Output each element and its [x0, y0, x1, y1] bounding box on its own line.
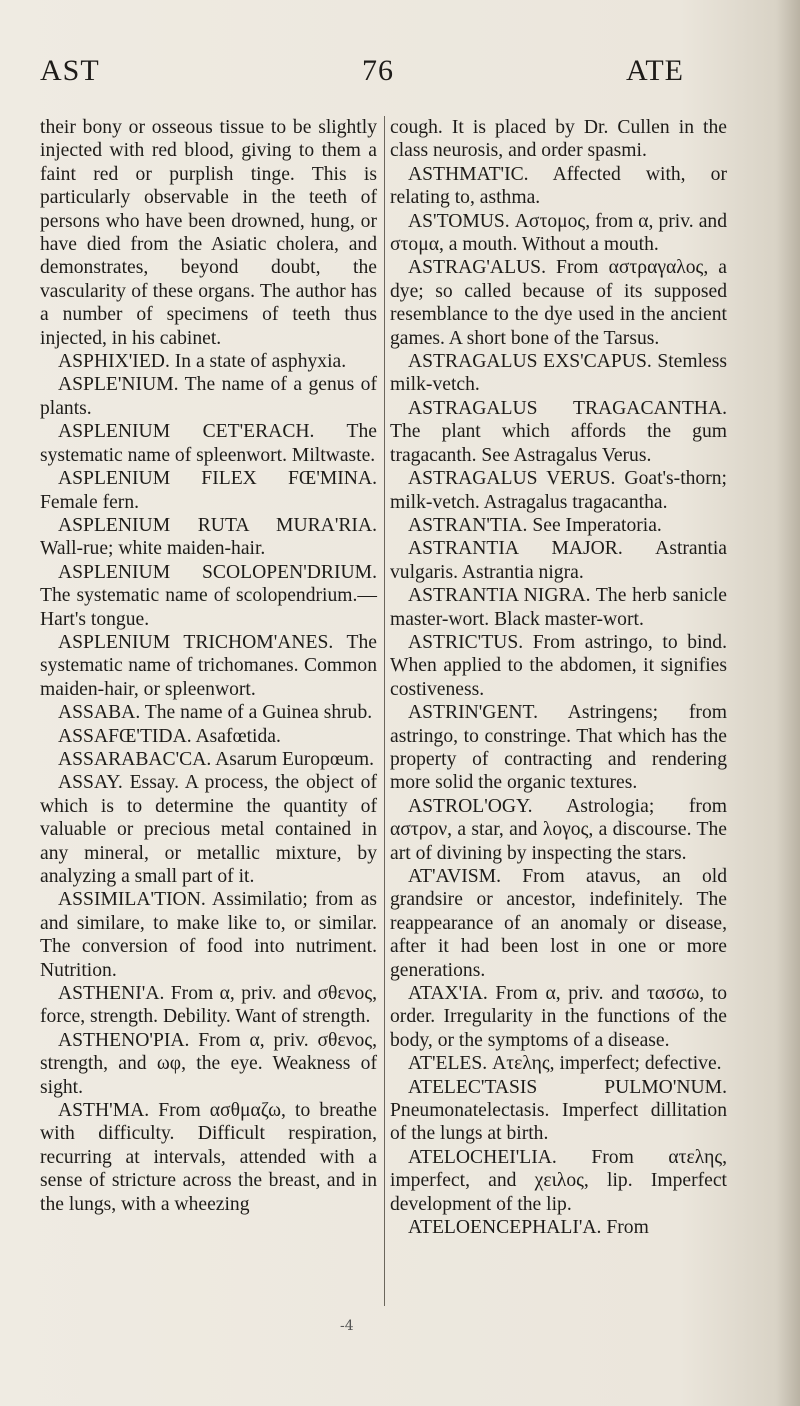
entry-paragraph: AT'AVISM. From atavus, an old grandsire or ancestor, indefinitely. The reappearance of an anomaly or disease, after it had been lost in one or more generations. [390, 866, 727, 981]
entry-paragraph: ATELOENCEPHALI'A. From [408, 1217, 649, 1239]
entry-paragraph: ASTRIN'GENT. Astringens; from astringo, to constringe. That which has the property of contracting and rendering more solid the organic textures. [390, 702, 727, 794]
entry-paragraph: ASTH'MA. From ασθμαζω, to breathe with difficulty. Difficult respiration, recurring at intervals, attended with a sense of stricture across the breast, and in the lungs, with a wheezing [40, 1100, 377, 1215]
entry-paragraph: ASPLENIUM RUTA MURA'RIA. Wall-rue; white maiden-hair. [40, 514, 377, 560]
entry-paragraph: ASPLE'NIUM. The name of a genus of plants. [40, 374, 377, 419]
entry-paragraph: ASSARABAC'CA. Asarum Europœum. [58, 748, 374, 770]
right-column [390, 116, 727, 1240]
header-left-guideword: AST [40, 54, 100, 87]
entry-paragraph: ASSIMILA'TION. Assimilatio; from as and similare, to make like to, or similar. The conversion of food into nutriment. Nutrition. [40, 889, 377, 981]
entry-paragraph: ASTRANTIA MAJOR. Astrantia vulgaris. Astrantia nigra. [390, 538, 727, 583]
entry-paragraph: ASTRAGALUS EXS'CAPUS. Stemless milk-vetch. [390, 351, 727, 396]
entry-paragraph: AS'TOMUS. Αστομος, from α, priv. and στομα, a mouth. Without a mouth. [390, 210, 727, 256]
entry-paragraph: ASSAY. Essay. A process, the object of which is to determine the quantity of valuable or precious metal contained in any mineral, or metallic mixture, by analyzing a small part of it. [40, 772, 377, 887]
entry-paragraph: ASTRAN'TIA. See Imperatoria. [408, 514, 662, 536]
entry-paragraph: ASPLENIUM TRICHOM'ANES. The systematic name of trichomanes. Common maiden-hair, or spleenwort. [40, 631, 377, 700]
entry-paragraph: ASSAFŒ'TIDA. Asafœtida. [58, 725, 281, 747]
entry-paragraph: ASTRAGALUS VERUS. Goat's-thorn; milk-vetch. Astragalus tragacantha. [390, 468, 727, 513]
entry-paragraph: ASTRIC'TUS. From astringo, to bind. When applied to the abdomen, it signifies costiveness. [390, 631, 727, 700]
entry-paragraph: ATELEC'TASIS PULMO'NUM. Pneumonatelectasis. Imperfect dillitation of the lungs at birth. [390, 1076, 727, 1145]
entry-paragraph: ASTROL'OGY. Astrologia; from αστρον, a star, and λογος, a discourse. The art of divining by inspecting the stars. [390, 795, 727, 864]
entry-paragraph: cough. It is placed by Dr. Cullen in the class neurosis, and order spasmi. [390, 117, 727, 162]
entry-paragraph: ATELOCHEI'LIA. From ατελης, imperfect, and χειλος, lip. Imperfect development of the lip. [390, 1146, 727, 1215]
entry-paragraph: ATAX'IA. From α, priv. and τασσω, to order. Irregularity in the functions of the body, or the symptoms of a disease. [390, 983, 727, 1051]
header-right-guideword: ATE [626, 54, 684, 87]
entry-paragraph: their bony or osseous tissue to be slightly injected with red blood, giving to them a faint red or purplish tinge. This is particularly observable in the teeth of persons who have been drowned, hung, or have died from the Asiatic cholera, and demonstrates, beyond doubt, the vascularity of these organs. The author has a number of specimens of teeth thus injected, in his cabinet. [40, 117, 377, 349]
entry-paragraph: ASPLENIUM FILEX FŒ'MINA. Female fern. [40, 468, 377, 513]
entry-paragraph: ASTHENO'PIA. From α, priv. σθενος, strength, and ωφ, the eye. Weakness of sight. [40, 1029, 377, 1098]
entry-paragraph: AT'ELES. Ατελης, imperfect; defective. [408, 1053, 722, 1075]
entry-paragraph: ASTRAG'ALUS. From αστραγαλος, a dye; so called because of its supposed resemblance to the dye used in the ancient games. A short bone of the Tarsus. [390, 257, 727, 349]
entry-paragraph: ASTHMAT'IC. Affected with, or relating to, asthma. [390, 163, 727, 209]
entry-paragraph: ASTHENI'A. From α, priv. and σθενος, force, strength. Debility. Want of strength. [40, 983, 377, 1028]
entry-paragraph: ASPHIX'IED. In a state of asphyxia. [58, 351, 347, 373]
page-number: 76 [362, 54, 394, 87]
entry-paragraph: ASPLENIUM SCOLOPEN'DRIUM. The systematic name of scolopendrium.—Hart's tongue. [40, 561, 377, 630]
running-header [0, 54, 800, 94]
entry-paragraph: ASPLENIUM CET'ERACH. The systematic name of spleenwort. Miltwaste. [40, 421, 377, 466]
left-column [40, 116, 377, 1216]
column-divider [384, 116, 385, 1306]
entry-paragraph: ASSABA. The name of a Guinea shrub. [58, 702, 373, 724]
entry-paragraph: ASTRAGALUS TRAGACANTHA. The plant which affords the gum tragacanth. See Astragalus Verus. [390, 397, 727, 466]
footer-mark: -4 [340, 1318, 354, 1334]
entry-paragraph: ASTRANTIA NIGRA. The herb sanicle master-wort. Black master-wort. [390, 585, 727, 630]
